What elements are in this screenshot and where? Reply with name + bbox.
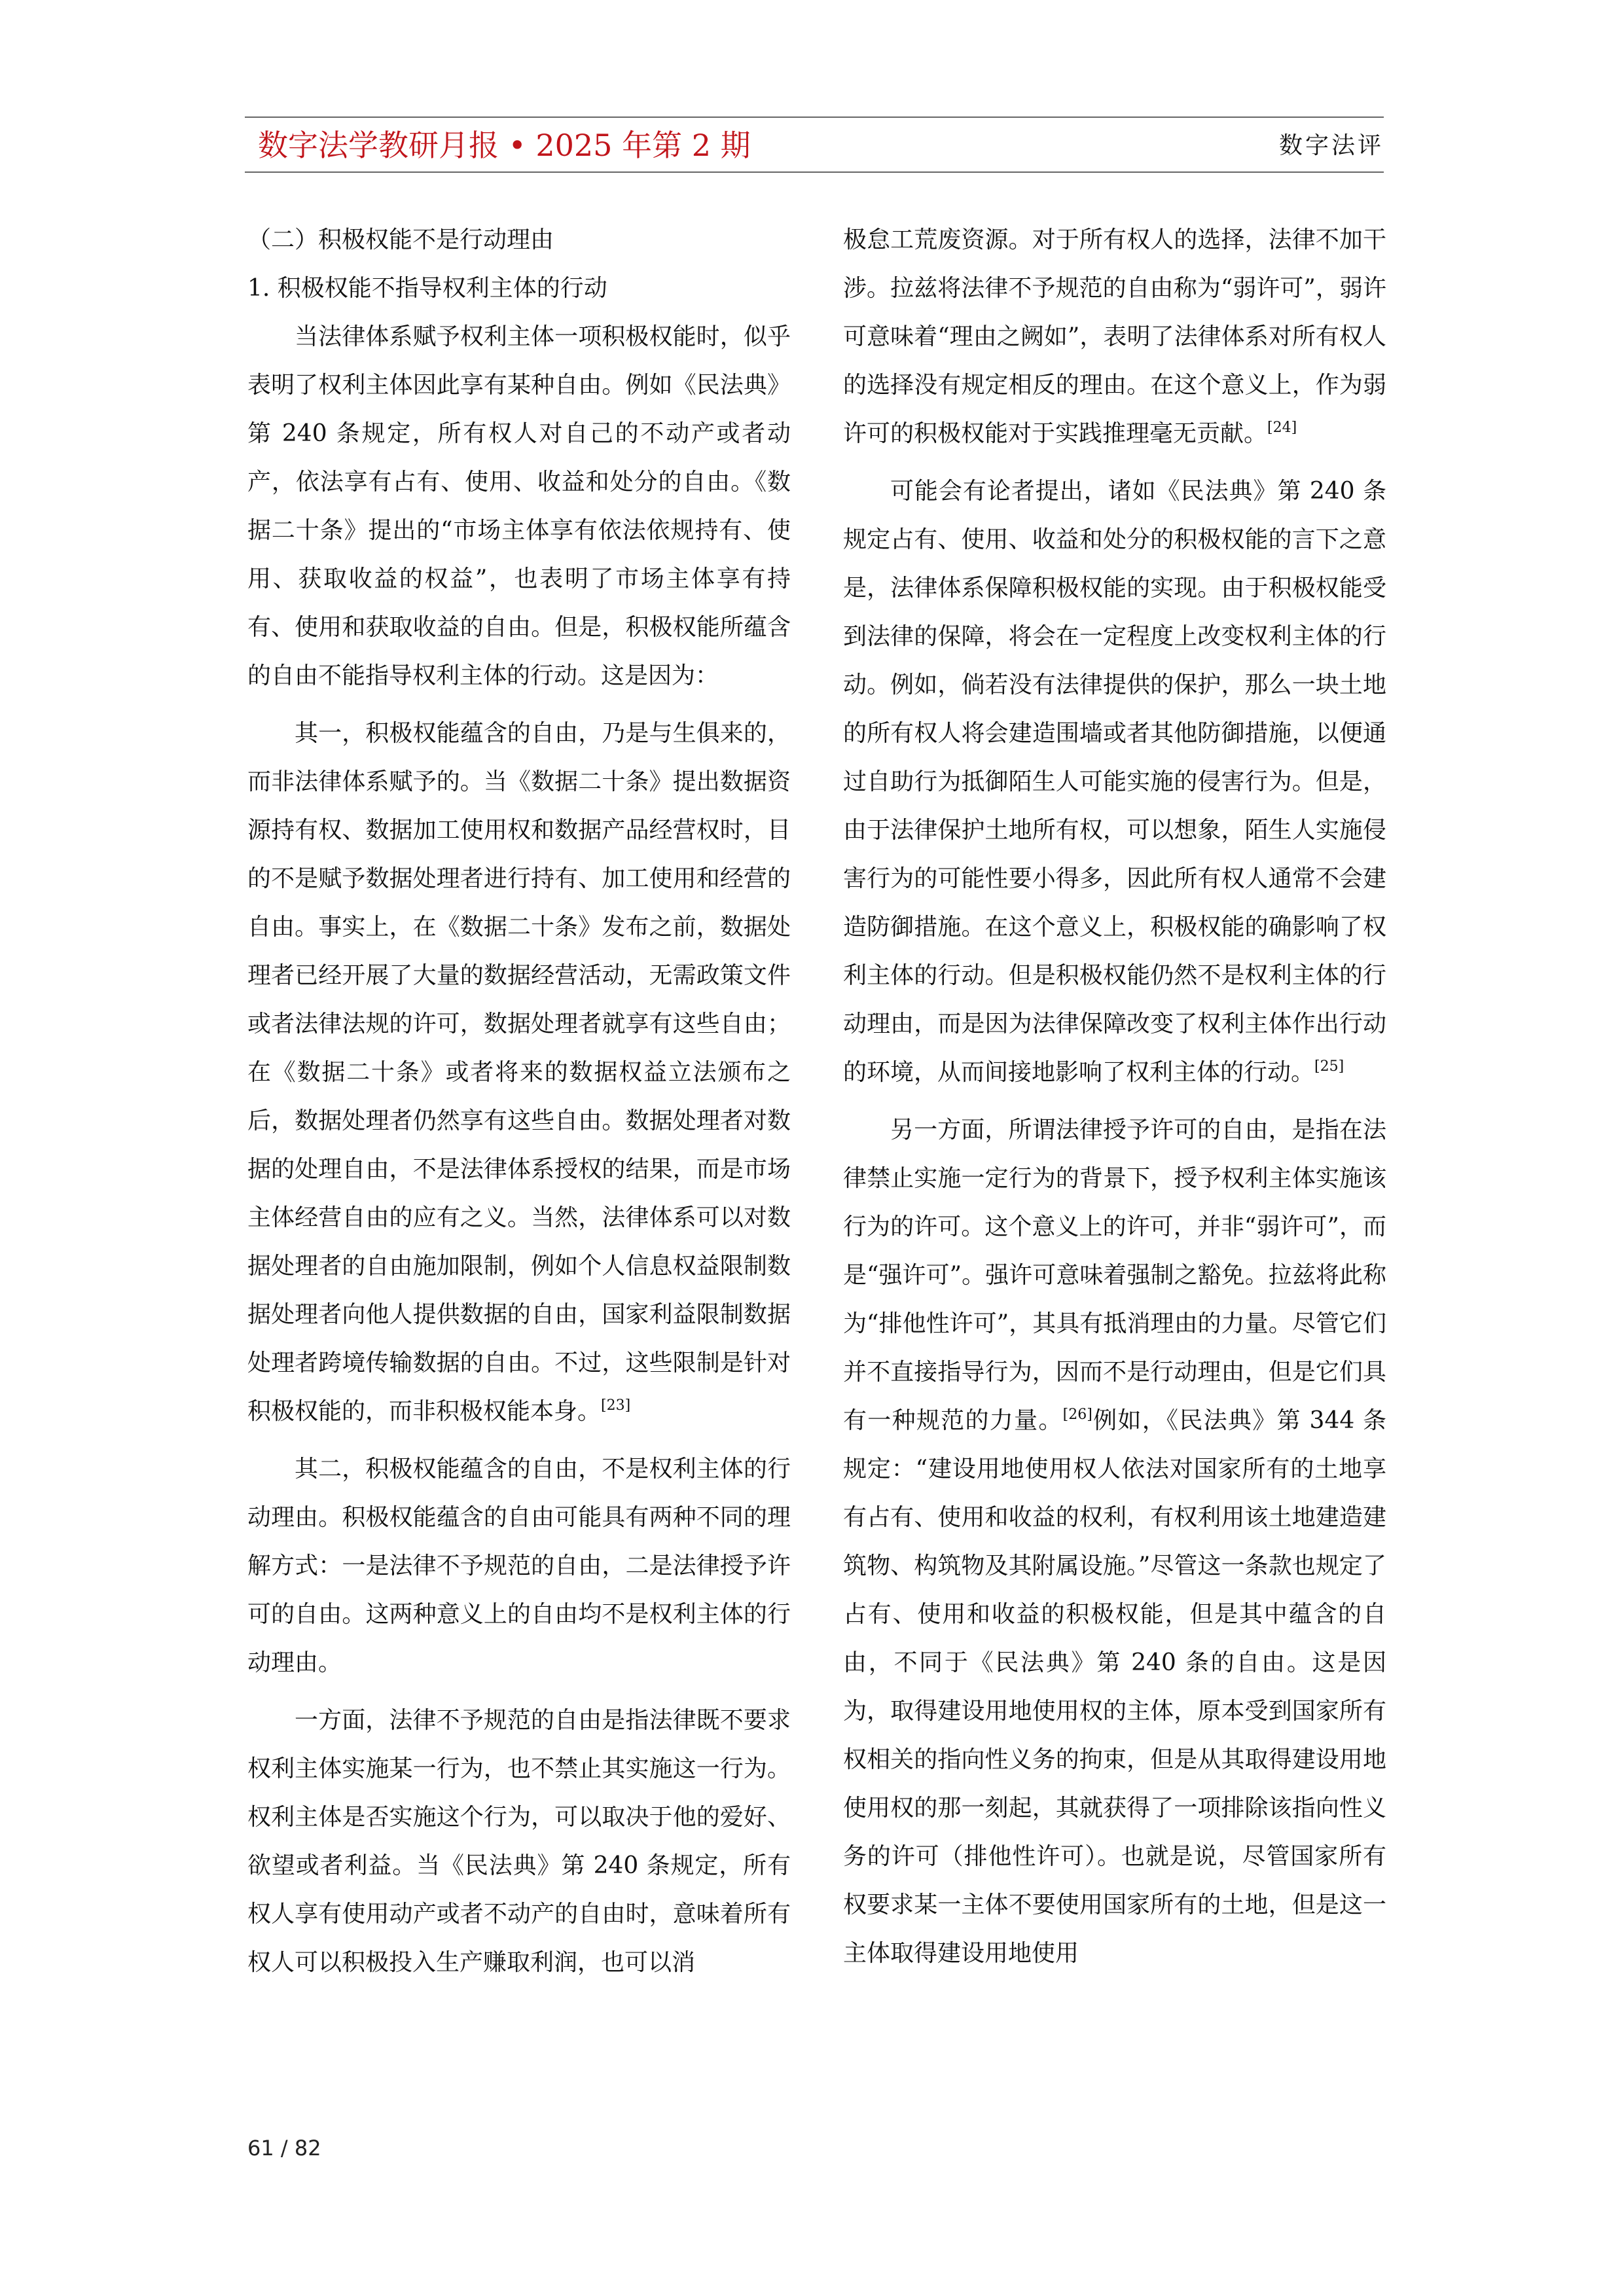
- header-top-rule: [245, 117, 1384, 118]
- right-column: [843, 216, 1386, 1978]
- paragraph-text: 例如，《民法典》第 344 条规定：“建设用地使用权人依法对国家所有的土地享有占有、使用和收益的权利，有权利用该土地建造建筑物、构筑物及其附属设施。”尽管这一条款也规定了占有、使用和收益的积极权能，但是其中蕴含的自由，不同于《民法典》第 240 条的自由。这是因为，取得建设用地使用权的主体，原本受到国家所有权相关的指向性义务的拘束，但是从其取得建设用地使用权的那一刻起，其就获得了一项排除该指向性义务的许可（排他性许可）。也就是说，尽管国家所有权要求某一主体不要使用国家所有的土地，但是这一主体取得建设用地使用: [843, 1407, 1386, 1967]
- footnote-ref[interactable]: [26]: [1062, 1407, 1092, 1423]
- paragraph: [843, 1106, 1386, 1978]
- paragraph: 当法律体系赋予权利主体一项积极权能时，似乎表明了权利主体因此享有某种自由。例如《民法典》第 240 条规定，所有权人对自己的不动产或者动产，依法享有占有、使用、收益和处分的自由。《数据二十条》提出的“市场主体享有依法依规持有、使用、获取收益的权益”，也表明了市场主体享有持有、使用和获取收益的自由。但是，积极权能所蕴含的自由不能指导权利主体的行动。这是因为：: [247, 323, 791, 689]
- subheading: 1. 积极权能不指导权利主体的行动: [247, 275, 607, 302]
- paragraph: [843, 216, 1386, 458]
- paragraph: [247, 709, 791, 1436]
- left-column: [247, 216, 791, 1987]
- paragraph-text: 极怠工荒废资源。对于所有权人的选择，法律不加干涉。拉兹将法律不予规范的自由称为“弱许可”，弱许可意味着“理由之阙如”，表明了法律体系对所有权人的选择没有规定相反的理由。在这个意义上，作为弱许可的积极权能对于实践推理毫无贡献。: [843, 226, 1386, 447]
- page-header: [245, 117, 1384, 173]
- paragraph: 一方面，法律不予规范的自由是指法律既不要求权利主体实施某一行为，也不禁止其实施这一行为。权利主体是否实施这个行为，可以取决于他的爱好、欲望或者利益。当《民法典》第 240 条规定，所有权人享有使用动产或者不动产的自由时，意味着所有权人可以积极投入生产赚取利润，也可以消: [247, 1707, 791, 1976]
- paragraph: 其二，积极权能蕴含的自由，不是权利主体的行动理由。积极权能蕴含的自由可能具有两种不同的理解方式：一是法律不予规范的自由，二是法律授予许可的自由。这两种意义上的自由均不是权利主体的行动理由。: [247, 1456, 791, 1676]
- paragraph: [843, 467, 1386, 1097]
- header-bottom-rule: [245, 171, 1384, 173]
- paragraph-text: 另一方面，所谓法律授予许可的自由，是指在法律禁止实施一定行为的背景下，授予权利主体实施该行为的许可。这个意义上的许可，并非“弱许可”，而是“强许可”。强许可意味着强制之豁免。拉兹将此称为“排他性许可”，其具有抵消理由的力量。尽管它们并不直接指导行为，因而不是行动理由，但是它们具有一种规范的力量。: [843, 1117, 1386, 1434]
- journal-title: 数字法学教研月报 • 2025 年第 2 期: [258, 128, 751, 163]
- footnote-ref[interactable]: [24]: [1267, 420, 1297, 436]
- section-heading: （二）积极权能不是行动理由: [247, 226, 554, 253]
- page-number: 61 / 82: [247, 2136, 321, 2161]
- footnote-ref[interactable]: [25]: [1314, 1058, 1344, 1075]
- paragraph-text: 可能会有论者提出，诸如《民法典》第 240 条规定占有、使用、收益和处分的积极权能的言下之意是，法律体系保障积极权能的实现。由于积极权能受到法律的保障，将会在一定程度上改变权利主体的行动。例如，倘若没有法律提供的保护，那么一块土地的所有权人将会建造围墙或者其他防御措施，以便通过自助行为抵御陌生人可能实施的侵害行为。但是，由于法律保护土地所有权，可以想象，陌生人实施侵害行为的可能性要小得多，因此所有权人通常不会建造防御措施。在这个意义上，积极权能的确影响了权利主体的行动。但是积极权能仍然不是权利主体的行动理由，而是因为法律保障改变了权利主体作出行动的环境，从而间接地影响了权利主体的行动。: [843, 478, 1386, 1086]
- section-name: 数字法评: [1278, 132, 1384, 159]
- footnote-ref[interactable]: [23]: [601, 1397, 631, 1414]
- paragraph-text: 其一，积极权能蕴含的自由，乃是与生俱来的，而非法律体系赋予的。当《数据二十条》提出数据资源持有权、数据加工使用权和数据产品经营权时，目的不是赋予数据处理者进行持有、加工使用和经营的自由。事实上，在《数据二十条》发布之前，数据处理者已经开展了大量的数据经营活动，无需政策文件或者法律法规的许可，数据处理者就享有这些自由；在《数据二十条》或者将来的数据权益立法颁布之后，数据处理者仍然享有这些自由。数据处理者对数据的处理自由，不是法律体系授权的结果，而是市场主体经营自由的应有之义。当然，法律体系可以对数据处理者的自由施加限制，例如个人信息权益限制数据处理者向他人提供数据的自由，国家利益限制数据处理者跨境传输数据的自由。不过，这些限制是针对积极权能的，而非积极权能本身。: [247, 720, 791, 1425]
